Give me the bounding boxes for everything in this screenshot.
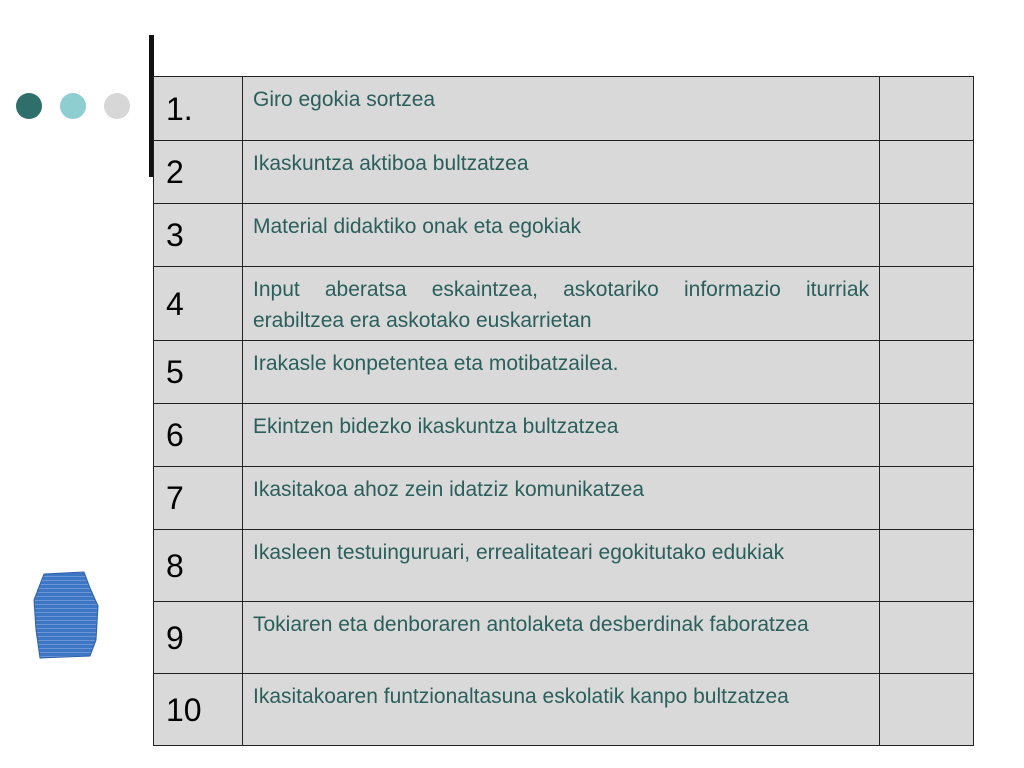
row-text: Irakasle konpetentea eta motibatzailea.	[243, 341, 880, 404]
table-row	[154, 267, 974, 341]
row-number: 5	[154, 341, 243, 404]
table-row	[154, 204, 974, 267]
empty-cell	[880, 141, 974, 204]
table-row	[154, 530, 974, 602]
empty-cell	[880, 674, 974, 746]
row-number: 7	[154, 467, 243, 530]
empty-cell	[880, 602, 974, 674]
row-number: 6	[154, 404, 243, 467]
items-table	[153, 76, 974, 746]
row-text: Material didaktiko onak eta egokiak	[243, 204, 880, 267]
row-text: Ikasleen testuinguruari, errealitateari egokitutako edukiak	[243, 530, 880, 602]
table-row	[154, 341, 974, 404]
row-text: Giro egokia sortzea	[243, 77, 880, 141]
empty-cell	[880, 404, 974, 467]
table-row	[154, 404, 974, 467]
row-number: 4	[154, 267, 243, 341]
dot-dark-teal	[16, 93, 42, 119]
row-number: 9	[154, 602, 243, 674]
decorative-dots	[16, 93, 134, 121]
empty-cell	[880, 530, 974, 602]
row-text: Ikaskuntza aktiboa bultzatzea	[243, 141, 880, 204]
table-row	[154, 602, 974, 674]
table-row	[154, 77, 974, 141]
row-text: Ikasitakoaren funtzionaltasuna eskolatik kanpo bultzatzea	[243, 674, 880, 746]
row-number: 10	[154, 674, 243, 746]
empty-cell	[880, 467, 974, 530]
row-number: 2	[154, 141, 243, 204]
row-text: Ekintzen bidezko ikaskuntza bultzatzea	[243, 404, 880, 467]
dot-light-teal	[60, 93, 86, 119]
stone-tablet-icon	[32, 570, 100, 660]
row-number: 3	[154, 204, 243, 267]
table-row	[154, 467, 974, 530]
row-text: Input aberatsa eskaintzea, askotariko informazio iturriak erabiltzea era askotako euskarrietan	[243, 267, 880, 341]
empty-cell	[880, 204, 974, 267]
row-text: Ikasitakoa ahoz zein idatziz komunikatzea	[243, 467, 880, 530]
table-row	[154, 141, 974, 204]
row-number: 1.	[154, 77, 243, 141]
empty-cell	[880, 267, 974, 341]
dot-grey	[104, 93, 130, 119]
empty-cell	[880, 341, 974, 404]
row-number: 8	[154, 530, 243, 602]
row-text: Tokiaren eta denboraren antolaketa desberdinak faboratzea	[243, 602, 880, 674]
table-row	[154, 674, 974, 746]
empty-cell	[880, 77, 974, 141]
